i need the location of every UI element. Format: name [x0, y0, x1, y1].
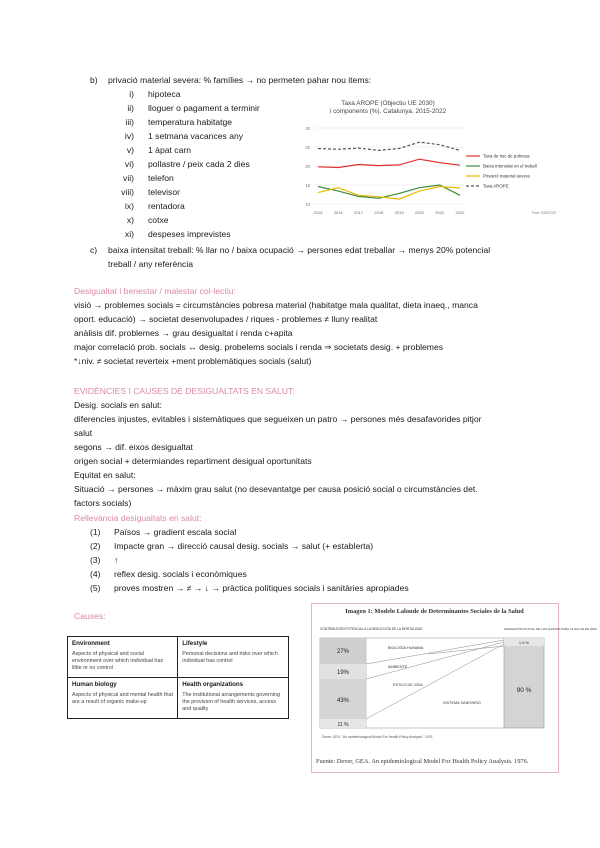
lalonde-label: BIOLOGÍA HUMANA: [388, 646, 424, 650]
chart-x-tick-label: 2017: [354, 210, 364, 215]
chart-series-line: [318, 142, 460, 150]
chart-y-tick-label: 25: [305, 145, 310, 150]
text-line: major correlació prob. socials ↔ desig. probelems socials i renda ⇒ societats desig. + problemes: [74, 342, 444, 352]
chart-series-line: [318, 187, 460, 200]
lalonde-diagram: [318, 624, 597, 734]
privation-item: [108, 87, 260, 101]
text-line: factors socials): [74, 498, 132, 508]
lalonde-right-value: 90 %: [516, 687, 532, 694]
chart-y-tick-label: 15: [305, 183, 310, 188]
cause-desc: Aspects of physical and social environment over which individual has little or no control: [72, 651, 164, 671]
item-text: ↑: [114, 555, 119, 565]
privation-item: [108, 185, 260, 199]
chart-title: Taxa AROPE (Objectiu UE 2030): [341, 100, 435, 107]
chart-x-tick-label: 2019: [394, 210, 404, 215]
lalonde-label: ESTILO DE VIDA: [393, 683, 423, 687]
item-text: Impacte gran → direcció causal desig. socials → salut (+ establerta): [114, 541, 374, 551]
text-line: anàlisis dif. problemes → grau desigualtat i renda c+apita: [74, 328, 293, 338]
text-line: Situació → persones → màxim grau salut (no desevantatge per causa posició social o circumstàncies det.: [74, 484, 478, 494]
lalonde-left-value: 43%: [336, 698, 350, 704]
privation-items-list: [108, 87, 260, 241]
lalonde-label: SISTEMA SANITARIO: [443, 701, 481, 705]
privation-item: [108, 227, 260, 241]
lalonde-label: AMBIENTE: [388, 665, 408, 669]
cause-cell-health-organizations: [178, 678, 289, 719]
item-text: hipoteca: [148, 89, 181, 99]
cause-cell-human-biology: [68, 678, 178, 719]
cause-desc: The institutional arrangements governing the provision of health services, access and quality: [182, 692, 280, 712]
section-c-line2: treball / any referència: [108, 259, 194, 269]
item-number: iv): [124, 131, 134, 141]
item-text: televisor: [148, 187, 180, 197]
item-number: xi): [124, 229, 134, 239]
lalonde-title: Imagen 1: Modelo Lalonde de Determinantes Sociales de la Salud: [345, 608, 524, 615]
chart-x-tick-label: 2016: [333, 210, 343, 215]
item-number: iii): [125, 117, 134, 127]
cause-cell-lifestyle: [178, 637, 289, 678]
section-b-text: privació material severa: % famílies → no permeten pahar nou items:: [108, 75, 372, 85]
lalonde-right-header: ASIGNACIÓN ACTUAL DE LOS GASTOS PARA LA SALUD EN 2000: [504, 627, 597, 631]
privation-item: [108, 171, 260, 185]
chart-legend-label: Taxa AROPE: [483, 183, 509, 189]
cause-desc: Aspects of physical and mental health that are a result of organic make-up: [72, 692, 173, 705]
item-text: telefon: [148, 173, 174, 183]
item-text: cotxe: [148, 215, 169, 225]
desigualtat-heading: Desigualtat i benestar / malestar col·lectiu:: [74, 286, 236, 296]
item-text: despeses imprevistes: [148, 229, 231, 239]
privation-item: [108, 101, 260, 115]
relevancia-item: [74, 539, 409, 553]
cause-title: Lifestyle: [182, 640, 208, 647]
item-text: 1 àpat carn: [148, 145, 191, 155]
desigualtat-lines: [74, 298, 478, 368]
privation-item: [108, 129, 260, 143]
text-line: Equitat en salut:: [74, 470, 136, 480]
text-line: salut: [74, 428, 93, 438]
privation-item: [108, 157, 260, 171]
relevancia-item: [74, 553, 409, 567]
evidencies-lines: [74, 398, 481, 510]
item-number: v): [126, 145, 134, 155]
cause-title: Health organizations: [182, 681, 244, 688]
chart-source: Font: IDESCAT: [532, 211, 557, 215]
evidencies-heading: EVIDÈNCIES I CAUSES DE DESIGUALTATS EN SALUT:: [74, 386, 295, 396]
item-number: (1): [90, 527, 101, 537]
chart-x-tick-label: 2021: [435, 210, 445, 215]
chart-x-tick-label: 2015: [313, 210, 323, 215]
chart-x-tick-label: 2018: [374, 210, 384, 215]
privation-item: [108, 199, 260, 213]
lalonde-figure: [311, 603, 597, 773]
item-text: reflex desig. socials i econòmiques: [114, 569, 247, 579]
relevancia-item: [74, 581, 409, 595]
item-number: vii): [123, 173, 134, 183]
chart-legend-label: Baixa intensitat en el treball: [483, 163, 537, 169]
text-line: Desig. socials en salut:: [74, 400, 162, 410]
section-c-label: c): [90, 245, 98, 255]
item-text: lloguer o pagament a terminir: [148, 103, 260, 113]
cause-cell-environment: [68, 637, 178, 678]
chart-subtitle: i components (%). Catalunya. 2015-2022: [329, 108, 447, 115]
item-text: pollastre / peix cada 2 dies: [148, 159, 250, 169]
lalonde-left-header: CONTRIBUCIÓN POTENCIAL A LA REDUCCIÓN DE LA MORTALIDAD: [320, 627, 423, 631]
item-number: i): [129, 89, 134, 99]
item-text: 1 setmana vacances any: [148, 131, 244, 141]
text-line: *↓niv. ≠ societat reverteix +ment problemàtiques socials (salut): [74, 356, 312, 366]
relevancia-list: [74, 525, 409, 595]
lalonde-left-value: 11 %: [337, 722, 349, 728]
item-text: rentadora: [148, 201, 185, 211]
cause-title: Environment: [72, 640, 110, 647]
item-number: viii): [121, 187, 134, 197]
item-number: ii): [127, 103, 134, 113]
chart-y-tick-label: 20: [305, 164, 310, 169]
item-text: Països → gradient escala social: [114, 527, 237, 537]
relevancia-item: [74, 525, 409, 539]
privation-item: [108, 213, 260, 227]
text-line: visió → problemes socials = circumstàncies pobresa material (habitatge mala qualitat, dieta inaeq., manca: [74, 300, 478, 310]
causes-heading: Causes:: [74, 611, 106, 621]
chart-legend-label: Privació material severa: [483, 173, 530, 179]
item-number: (5): [90, 583, 101, 593]
item-text: temperatura habitatge: [148, 117, 233, 127]
privation-item: [108, 115, 260, 129]
cause-title: Human biology: [72, 681, 117, 688]
privation-item: [108, 143, 260, 157]
text-line: oport. educació) → societat desenvolupades / riques - problemes ≠ lluny realitat: [74, 314, 378, 324]
item-number: (4): [90, 569, 101, 579]
chart-legend-label: Taxa de risc de pobresa: [483, 153, 530, 159]
section-c-line1: baixa intensitat treball: % llar no / baixa ocupació → persones edat treballar → menys 20% potencial: [108, 245, 491, 255]
section-b-label: b): [90, 75, 98, 85]
causes-table: [67, 636, 289, 719]
chart-y-tick-label: 10: [305, 202, 310, 207]
item-number: x): [126, 215, 134, 225]
item-number: (2): [90, 541, 101, 551]
lalonde-left-value: 19%: [336, 670, 350, 676]
text-line: diferencies injustes, evitables i sistemàtiques que segueixen un patro → persones més desafavorides pitjor: [74, 414, 482, 424]
item-number: vi): [124, 159, 134, 169]
relevancia-item: [74, 567, 409, 581]
chart-x-tick-label: 2022: [455, 210, 465, 215]
lalonde-inner-caption: Dever, GEA. "An epidemiological Model For Health Policy Analysis". 1976: [322, 735, 433, 739]
item-text: proves mostren → ≠ → ↓ → pràctica polítiques socials i sanitàries apropiades: [114, 583, 409, 593]
item-number: (3): [90, 555, 101, 565]
chart-y-tick-label: 30: [305, 126, 310, 131]
item-number: ix): [124, 201, 134, 211]
lalonde-right-value: 1.5 %: [518, 640, 530, 645]
text-line: segons → dif. eixos desigualtat: [74, 442, 193, 452]
relevancia-heading: Rellevància desigualtats en salut:: [74, 513, 202, 523]
cause-desc: Personal decisions and risks over which individual has control: [182, 651, 278, 664]
lalonde-left-value: 27%: [336, 649, 350, 655]
arope-line-chart: [300, 96, 596, 236]
text-line: origen social + determiandes repartiment desigual oportunitats: [74, 456, 312, 466]
chart-x-tick-label: 2020: [414, 210, 424, 215]
lalonde-source: Fuente: Dever, GEA. An epidemiological Model For Health Policy Analysis. 1976.: [316, 758, 529, 765]
